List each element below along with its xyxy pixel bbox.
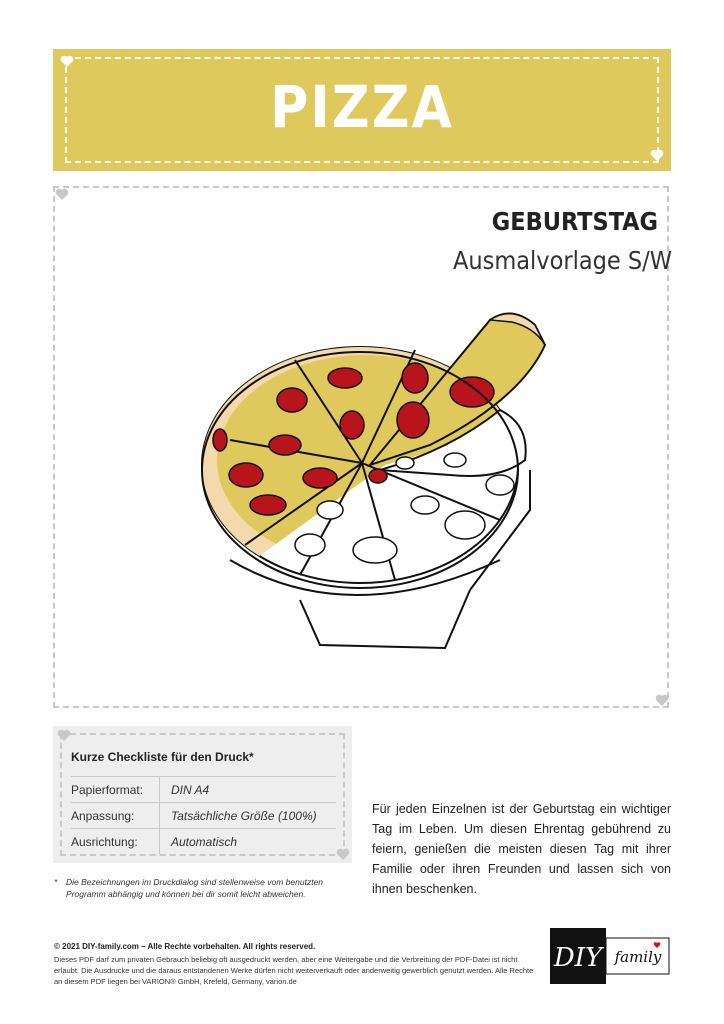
checklist-row	[71, 776, 336, 802]
description-text: Für jeden Einzelnen ist der Geburtstag ein wichtiger Tag im Leben. Um diesen Ehrentag gebührend zu feiern, genießen die meisten diesen Tag mit ihrer Familie oder ihren Freunden und lassen sich von ihnen beschenken.	[372, 802, 671, 896]
legal-text: Dieses PDF darf zum privaten Gebrauch beliebig oft ausgedruckt werden, aber eine Weitergabe und die Verbreitung der PDF-Datei ist nicht erlaubt. Die Ausdrucke und die daraus entstandenen Werke dürfen nicht weiterverkauft oder anderweitig gewerblich genutzt werden. Alle Rechte an diesem PDF liegen bei VARION® GmbH, Krefeld, Germany, varion.de	[54, 955, 534, 986]
checklist-value: Tatsächliche Größe (100%)	[171, 809, 317, 823]
checklist-key: Papierformat:	[71, 783, 144, 797]
divider	[159, 803, 160, 828]
copyright-line: © 2021 DIY-family.com – Alle Rechte vorbehalten. All rights reserved.	[54, 942, 316, 951]
footnote-text: Die Bezeichnungen im Druckdialog sind stellenweise vom benutzten Programm abhängig und können bei dir somit leicht abweichen.	[66, 877, 324, 899]
checklist-key: Ausrichtung:	[71, 835, 138, 849]
heart-icon	[57, 729, 71, 742]
page-title: PIZZA	[270, 73, 454, 141]
divider	[159, 829, 160, 854]
logo-brand-left: DIY	[553, 943, 603, 973]
heart-icon	[336, 848, 350, 861]
subtitle-label: Ausmalvorlage S/W	[452, 246, 672, 275]
heart-icon	[650, 149, 664, 162]
divider	[159, 777, 160, 802]
heart-icon	[655, 694, 669, 707]
category-label: GEBURTSTAG	[491, 207, 658, 236]
checklist-row	[71, 802, 336, 828]
title-banner	[53, 49, 671, 171]
footnote-marker: *	[54, 877, 58, 887]
print-checklist	[53, 726, 352, 863]
logo-brand-right: family	[614, 948, 662, 966]
heart-icon	[60, 55, 74, 68]
checklist-title: Kurze Checkliste für den Druck*	[71, 750, 254, 764]
diy-family-logo	[550, 928, 670, 984]
checklist-key: Anpassung:	[71, 809, 135, 823]
checklist-row	[71, 828, 336, 854]
checklist-value: Automatisch	[171, 835, 238, 849]
pizza-illustration	[200, 300, 590, 660]
heart-icon	[55, 188, 69, 201]
checklist-value: DIN A4	[171, 783, 210, 797]
